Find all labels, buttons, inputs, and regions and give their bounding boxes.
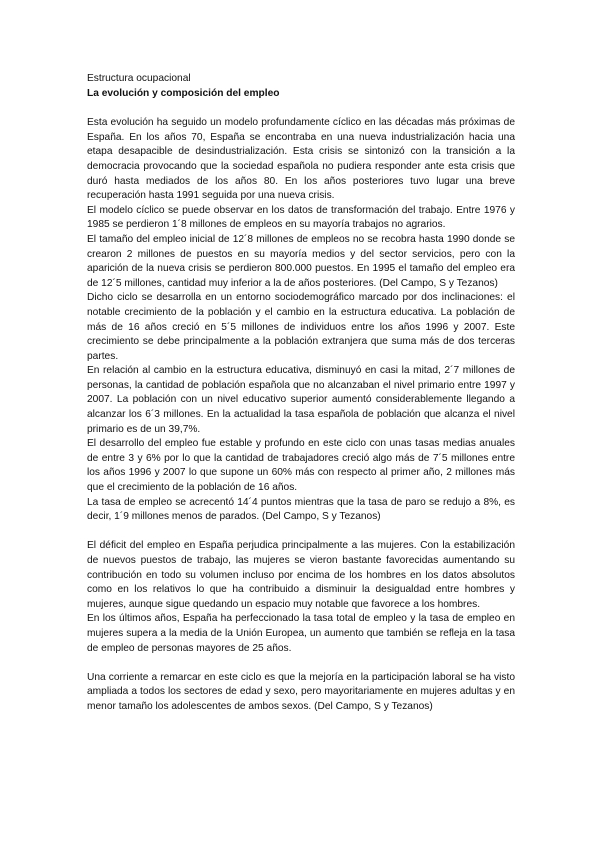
heading-block xyxy=(87,72,515,101)
paragraph: El déficit del empleo en España perjudica principalmente a las mujeres. Con la estabilización de nuevos puestos de trabajo, las mujeres se vieron bastante favorecidas aumentando su contribución en todo su volumen incluso por encima de los hombres en los datos absolutos como en los relativos lo que ha contribuido a disminuir la desigualdad entre hombres y mujeres, aunque sigue quedando un espacio muy notable que favorece a los hombres. xyxy=(87,540,515,610)
paragraph: El desarrollo del empleo fue estable y profundo en este ciclo con unas tasas medias anuales de entre 3 y 6% por lo que la cantidad de trabajadores creció algo más de 7´5 millones entre los años 1996 y 2007 lo que supone un 60% más con respecto al primer año, 2 millones más que el crecimiento de la población de 16 años. xyxy=(87,438,515,494)
paragraph: Una corriente a remarcar en este ciclo es que la mejoría en la participación laboral se ha visto ampliada a todos los sectores de edad y sexo, pero mayoritariamente en mujeres adultas y en menor tamaño los adolescentes de ambos sexos. (Del Campo, S y Tezanos) xyxy=(87,671,515,712)
paragraph: El tamaño del empleo inicial de 12´8 millones de empleos no se recobra hasta 1990 donde se crearon 2 millones de puestos en su mayoría medios y del sector servicios, pero con la aparición de la nueva crisis se perdieron 800.000 puestos. En 1995 el tamaño del empleo era de 12´5 millones, cantidad muy inferior a la de años posteriores. (Del Campo, S y Tezanos) xyxy=(87,233,515,289)
paragraph: En relación al cambio en la estructura educativa, disminuyó en casi la mitad, 2´7 millones de personas, la cantidad de población española que no alcanzaban el nivel primario entre 1997 y 2007. La población con un nivel educativo superior aumentó considerablemente llegando a alcanzar los 6´3 millones. En la actualidad la tasa española de población que alcanza el nivel primario es de un 39,7%. xyxy=(87,365,515,435)
section-label: Estructura ocupacional xyxy=(87,73,191,84)
paragraph: Esta evolución ha seguido un modelo profundamente cíclico en las décadas más próximas de España. En los años 70, España se encontraba en una nueva industrialización hacia una etapa desapacible de desindustrialización. Esta crisis se sintonizó con la transición a la democracia provocando que la sociedad española no pudiera responder ante esta crisis que duró hasta mediados de los años 80. En los años posteriores tuvo lugar una breve recuperación hasta 1991 seguida por una nueva crisis. xyxy=(87,117,515,202)
paragraph: Dicho ciclo se desarrolla en un entorno sociodemográfico marcado por dos inclinaciones: el notable crecimiento de la población y el cambio en la estructura educativa. La población de más de 16 años creció en 5´5 millones de individuos entre los años 1996 y 2007. Este crecimiento se debe principalmente a la población extranjera que suma más de dos terceras partes. xyxy=(87,292,515,362)
paragraph: La tasa de empleo se acrecentó 14´4 puntos mientras que la tasa de paro se redujo a 8%, es decir, 1´9 millones menos de parados. (Del Campo, S y Tezanos) xyxy=(87,496,515,523)
paragraph: El modelo cíclico se puede observar en los datos de transformación del trabajo. Entre 1976 y 1985 se perdieron 1´8 millones de empleos en su mayoría trabajos no agrarios. xyxy=(87,204,515,231)
document-page xyxy=(87,72,515,715)
document-title: La evolución y composición del empleo xyxy=(87,87,280,99)
paragraph: En los últimos años, España ha perfeccionado la tasa total de empleo y la tasa de empleo en mujeres supera a la media de la Unión Europea, un aumento que también se refleja en la tasa de empleo de personas mayores de 25 años. xyxy=(87,613,515,654)
